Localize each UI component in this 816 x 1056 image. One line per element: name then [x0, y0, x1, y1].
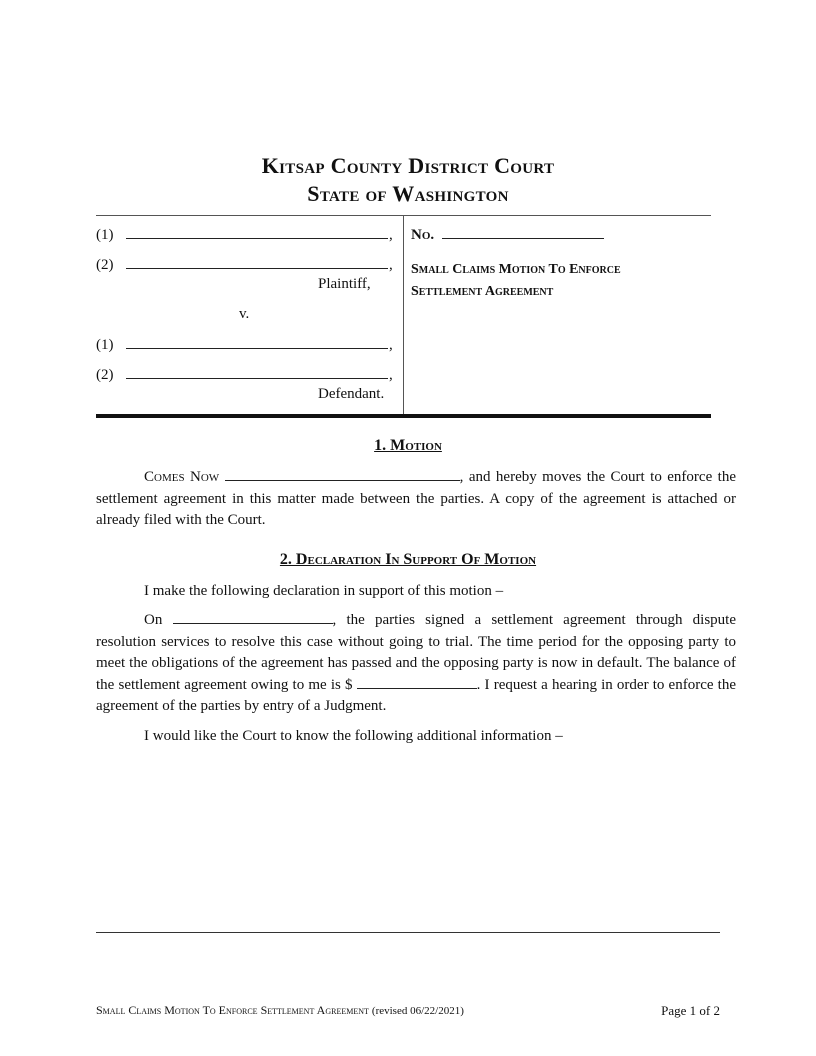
footer-form-title — [96, 1003, 464, 1018]
defendant-2-line — [96, 366, 393, 384]
defendant-1-line — [96, 336, 393, 354]
defendant-2-blank[interactable] — [126, 366, 388, 379]
plaintiff-label: Plaintiff, — [318, 276, 371, 292]
declaration-text-2: . I request a hearing in order to enforce the agreement of the parties by entry of a Judgment. — [96, 676, 736, 715]
declaration-intro — [96, 581, 736, 603]
additional-info-text: I would like the Court to know the following additional information – — [144, 728, 563, 744]
plaintiff-1-line — [96, 226, 393, 244]
additional-info-paragraph — [96, 726, 736, 748]
balance-amount-blank[interactable] — [357, 676, 477, 689]
motion-paragraph — [96, 467, 736, 532]
declaration-text-1: , the parties signed a settlement agreement through dispute resolution services to resolve this case without going to trial. The time period for the opposing party to meet the obligations of the agreement has passed and the opposing party is now in default. The balance of the settlement agreement owing to me is $ — [96, 612, 736, 693]
agreement-date-blank[interactable] — [173, 611, 333, 624]
case-number-label: No. — [411, 227, 435, 243]
plaintiff-2-blank[interactable] — [126, 256, 388, 269]
declaration-intro-text: I make the following declaration in support of this motion – — [144, 583, 504, 599]
footer-rule — [96, 932, 720, 933]
section-2-heading-text: 2. Declaration In Support Of Motion — [279, 551, 537, 568]
plaintiff-1-comma: , — [389, 227, 393, 243]
plaintiff-2-line — [96, 256, 393, 274]
motion-text: , and hereby moves the Court to enforce the settlement agreement in this matter made between the parties. A copy of the agreement is attached or already filed with the Court. — [96, 469, 736, 529]
document-title-line-2: Settlement Agreement — [411, 284, 554, 299]
case-number — [411, 226, 604, 244]
declaration-paragraph — [96, 610, 736, 718]
section-2-heading — [0, 551, 816, 569]
case-number-blank[interactable] — [442, 226, 604, 239]
plaintiff-2-comma: , — [389, 257, 393, 273]
plaintiff-2-number: (2) — [96, 257, 114, 273]
defendant-2-number: (2) — [96, 367, 114, 383]
plaintiff-1-blank[interactable] — [126, 226, 388, 239]
footer-title-text: Small Claims Motion To Enforce Settlement Agreement — [96, 1003, 369, 1017]
comes-now-label: Comes Now — [144, 469, 220, 485]
defendant-1-blank[interactable] — [126, 336, 388, 349]
court-name: Kitsap County District Court — [261, 153, 555, 178]
defendant-label: Defendant. — [318, 386, 385, 402]
defendant-2-comma: , — [389, 367, 393, 383]
versus-label: v. — [239, 306, 250, 322]
document-title-line-1: Small Claims Motion To Enforce — [411, 262, 621, 277]
section-1-heading — [0, 437, 816, 455]
movant-name-blank[interactable] — [225, 468, 460, 481]
footer-revision: (revised 06/22/2021) — [371, 1005, 464, 1017]
court-state: State of Washington — [307, 181, 509, 206]
on-label: On — [144, 612, 163, 628]
caption-bottom-rule — [96, 414, 711, 418]
caption-divider — [403, 215, 404, 418]
plaintiff-1-number: (1) — [96, 227, 114, 243]
defendant-1-comma: , — [389, 337, 393, 353]
section-1-heading-text: 1. Motion — [374, 437, 442, 454]
page-number: Page 1 of 2 — [661, 1003, 720, 1018]
defendant-1-number: (1) — [96, 337, 114, 353]
